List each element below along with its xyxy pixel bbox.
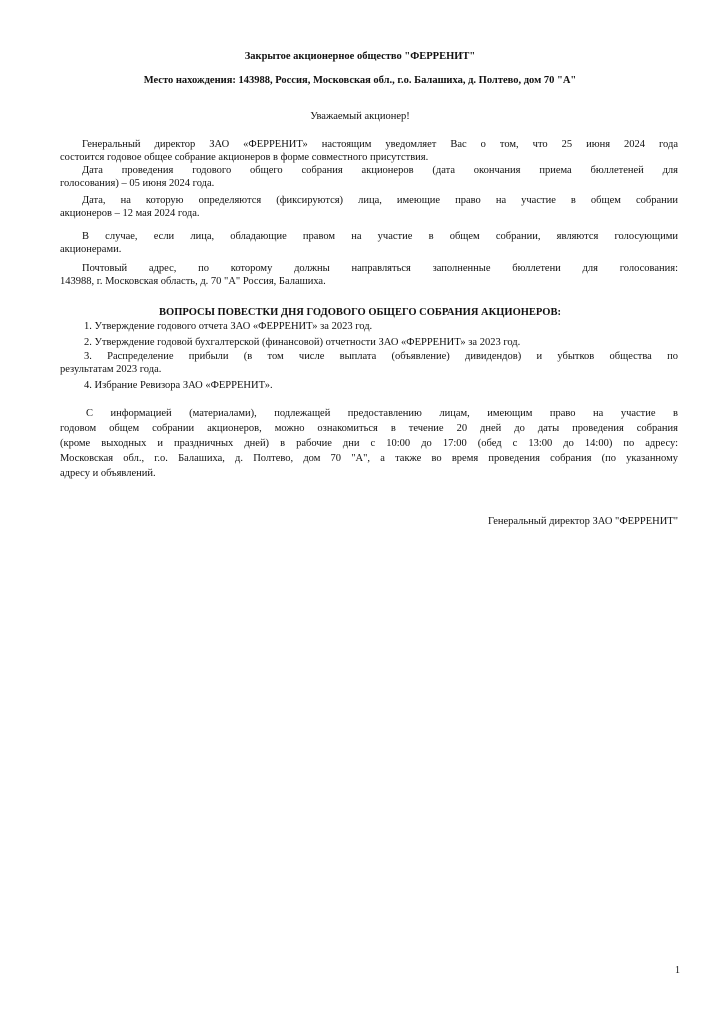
intro-line-9: Почтовый адрес, по которому должны направляться заполненные бюллетени для голосования:	[82, 263, 678, 274]
intro-line-5: Дата, на которую определяются (фиксируются) лица, имеющие право на участие в общем собрании	[82, 195, 678, 206]
notice-title: Уважаемый акционер!	[310, 111, 410, 122]
info-line-1: С информацией (материалами), подлежащей предоставлению лицам, имеющим право на участие в	[86, 408, 678, 419]
agenda-item-3-cont: результатам 2023 года.	[60, 364, 162, 375]
intro-line-1: Генеральный директор ЗАО «ФЕРРЕНИТ» настоящим уведомляет Вас о том, что 25 июня 2024 года	[82, 139, 678, 150]
info-line-3: (кроме выходных и праздничных дней) в рабочие дни с 10:00 до 17:00 (обед с 13:00 до 14:00) по адресу:	[60, 438, 678, 449]
info-line-5: адресу и объявлений.	[60, 468, 156, 479]
intro-line-10: 143988, г. Московская область, д. 70 "А" Россия, Балашиха.	[60, 276, 326, 287]
intro-line-8: акционерами.	[60, 244, 122, 255]
agenda-item-2: 2. Утверждение годовой бухгалтерской (финансовой) отчетности ЗАО «ФЕРРЕНИТ» за 2023 год.	[84, 337, 521, 348]
agenda-item-3: 3. Распределение прибыли (в том числе выплата (объявление) дивидендов) и убытков общества по	[84, 351, 678, 362]
info-line-2: годовом общем собрании акционеров, можно ознакомиться в течение 20 дней до даты проведения собрания	[60, 423, 678, 434]
company-address: Место нахождения: 143988, Россия, Московская обл., г.о. Балашиха, д. Полтево, дом 70 "А"	[143, 75, 577, 86]
info-line-4: Московская обл., г.о. Балашиха, д. Полтево, дом 70 "А", а также во время проведения собрания (по указанному	[60, 453, 678, 464]
intro-line-4: голосования) – 05 июня 2024 года.	[60, 178, 215, 189]
signature: Генеральный директор ЗАО "ФЕРРЕНИТ"	[487, 516, 678, 527]
agenda-item-1: 1. Утверждение годового отчета ЗАО «ФЕРРЕНИТ» за 2023 год.	[84, 321, 373, 332]
intro-line-7: В случае, если лица, обладающие правом на участие в общем собрании, являются голосующими	[82, 231, 678, 242]
company-name: Закрытое акционерное общество "ФЕРРЕНИТ"	[244, 51, 476, 62]
agenda-item-4: 4. Избрание Ревизора ЗАО «ФЕРРЕНИТ».	[84, 380, 273, 391]
page-number: 1	[675, 965, 680, 976]
intro-line-2: состоится годовое общее собрание акционеров в форме совместного присутствия.	[60, 152, 429, 163]
agenda-title: ВОПРОСЫ ПОВЕСТКИ ДНЯ ГОДОВОГО ОБЩЕГО СОБРАНИЯ АКЦИОНЕРОВ:	[159, 307, 561, 318]
intro-line-6: акционеров – 12 мая 2024 года.	[60, 208, 200, 219]
intro-line-3: Дата проведения годового общего собрания акционеров (дата окончания приема бюллетеней для	[82, 165, 678, 176]
